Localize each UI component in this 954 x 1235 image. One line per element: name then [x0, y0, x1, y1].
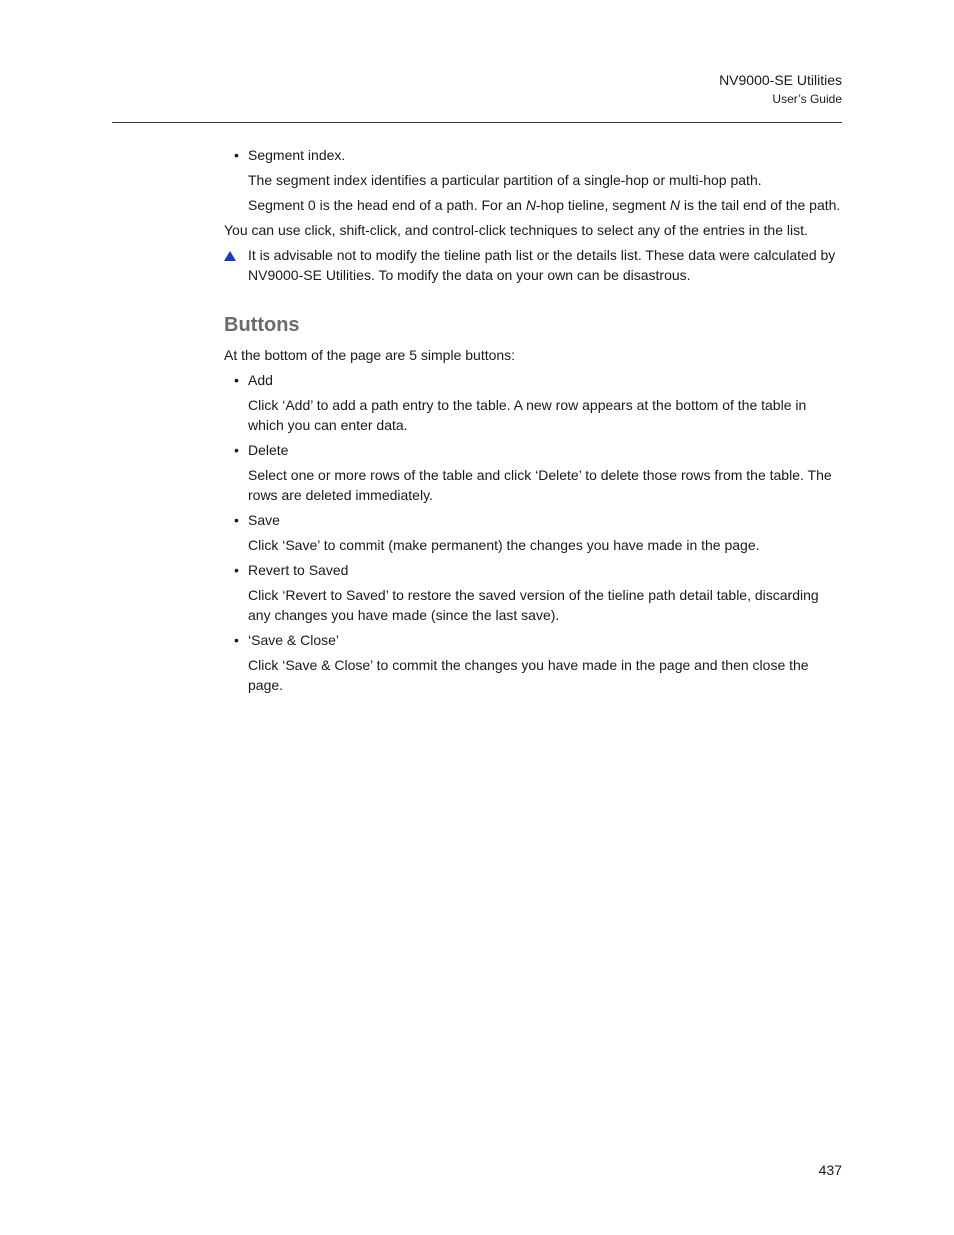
- page-number: 437: [818, 1162, 842, 1178]
- bullet-segment-index: [224, 145, 842, 165]
- caution-triangle-icon: [224, 251, 236, 261]
- bullet-label: Revert to Saved: [248, 562, 349, 578]
- bullet-icon: •: [234, 562, 239, 578]
- bullet-icon: •: [234, 632, 239, 648]
- bullet-icon: •: [234, 512, 239, 528]
- buttons-intro: At the bottom of the page are 5 simple buttons:: [224, 347, 516, 363]
- bullet-label: Add: [248, 372, 273, 388]
- caution-note: [224, 245, 842, 285]
- bullet-label: ‘Save & Close’: [248, 632, 340, 648]
- page-header: [719, 70, 842, 108]
- bullet-revert: [224, 560, 842, 580]
- add-description: Click ‘Add’ to add a path entry to the table. A new row appears at the bottom of the table in which you can enter data.: [248, 397, 807, 433]
- page-content: [224, 145, 842, 700]
- selection-paragraph: You can use click, shift-click, and control-click techniques to select any of the entries in the list.: [224, 222, 808, 238]
- bullet-icon: •: [234, 442, 239, 458]
- bullet-icon: •: [234, 372, 239, 388]
- caution-text: It is advisable not to modify the tieline path list or the details list. These data were calculated by NV9000-SE Utilities. To modify the data on your own can be disastrous.: [248, 247, 836, 283]
- bullet-icon: •: [234, 147, 239, 163]
- bullet-label: Delete: [248, 442, 289, 458]
- segment-description: The segment index identifies a particular partition of a single-hop or multi-hop path.: [248, 172, 762, 188]
- bullet-add: [224, 370, 842, 390]
- document-subtitle: User’s Guide: [772, 92, 842, 106]
- bullet-delete: [224, 440, 842, 460]
- bullet-label: Segment index.: [248, 147, 346, 163]
- bullet-label: Save: [248, 512, 280, 528]
- document-title: NV9000-SE Utilities: [719, 72, 842, 88]
- bullet-save-close: [224, 630, 842, 650]
- save-close-description: Click ‘Save & Close’ to commit the changes you have made in the page and then close the page.: [248, 657, 809, 693]
- segment-zero-description: Segment 0 is the head end of a path. For an N-hop tieline, segment N is the tail end of the path.: [248, 197, 841, 213]
- bullet-save: [224, 510, 842, 530]
- save-description: Click ‘Save’ to commit (make permanent) the changes you have made in the page.: [248, 537, 760, 553]
- header-divider: [112, 122, 842, 123]
- section-heading-buttons: Buttons: [224, 314, 300, 336]
- delete-description: Select one or more rows of the table and click ‘Delete’ to delete those rows from the table. The rows are deleted immediately.: [248, 467, 832, 503]
- revert-description: Click ‘Revert to Saved’ to restore the saved version of the tieline path detail table, discarding any changes you have made (since the last save).: [248, 587, 819, 623]
